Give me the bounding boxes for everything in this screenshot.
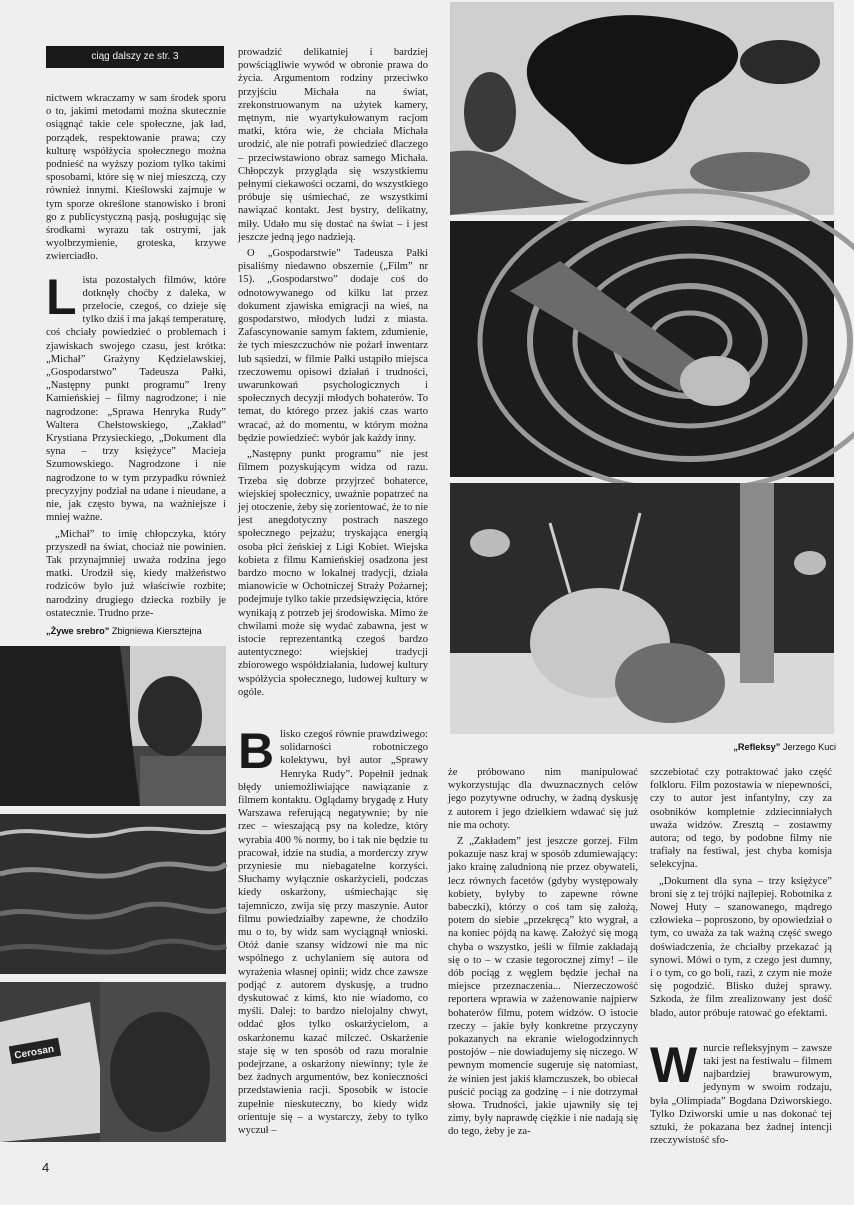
column4-paragraph-3 [650,1036,832,1148]
column1-paragraph-3: „Michał” to imię chłopczyka, który przyszedł na świat, chociaż nie powinien. Tak przynajmniej uważa rodzina jego matki. Urodził się, kiedy małżeństwo rodziców było już właściwie rozbite; narodziny drugiego dziecka rozbiły je ostatecznie. Trudno prze- [46,528,226,619]
article-column-1 [46,92,226,619]
caption-zywe-srebro [46,626,236,636]
caption-right-author: Jerzego Kuci [782,742,836,752]
column1-paragraph-2 [46,268,226,525]
photo-zywe-srebro-water [0,814,226,974]
column1-paragraph-2-text: ista pozostałych filmów, które dotknęły choćby z daleka, w przelocie, czegoś, co dzieje się tylko dziś i ma jakąś temperaturę, coś chciały powiedzieć o problemach i zjawiskach swojego czasu, jest krótka: „Michał” Grażyny Kędzielawskiej, „Gospodarstwo” Tadeusza Pałki, „Następny punkt programu” Ireny Kamieńskiej – filmy nagrodzone; i nie nagrodzone: „Sprawa Henryka Rudy” Waltera Chełstowskiego, „Zakład” Krystiana Przysieckiego, „Dokument dla syna – trzy księżyce” Macieja Szumowskiego. Nagrodzone i nie nagrodzone to w tym przypadku również precyzyjny podział na udane i nieudane, a nie, jak często bywa, na ważniejsze i mniej ważne. [46,274,226,524]
column3-paragraph-2: Z „Zakładem” jest jeszcze gorzej. Film pokazuje nasz kraj w sposób zdumiewający: jako krainę zaludnioną nie przez obywateli, lecz równych facetów (gdyby występowały kobiety, byłyby to zapewne równe babeczki), którzy o coś tam się założą, potem do siebie „przekręcą” kto wygrał, a na koniec pójdą na kawę. Założyć się mogą chyba o wszystko, jeśli w filmie zakładają się o to – w czasie tegorocznej zimy! – ile dób pociąg z węglem będzie jechał na miejsce przeznaczenia... Nierzeczowość reportera wprawia w zażenowanie najpierw bohaterów filmu, potem widzów. O istocie rzeczy – jakie były konkretne przyczyny pokazanych na ekranie wielogodzinnych postojów – nie dowiadujemy się niczego. W pewnym momencie sugeruje się natomiast, że winien jest jakiś kłamczuszek, bo obiecał puścić pociąg za godzinę – i nie dotrzymał słowa. Trudności, jakie ujawniły się tej zimy, były naprawdę ciężkie i nie nadają się do tego, żeby je za- [448,836,638,1138]
column2-paragraph-2: O „Gospodarstwie” Tadeusza Pałki pisaliśmy niedawno obszernie („Film” nr 15). „Gospodarstwo” dodaje coś do odnotowywanego od kilku lat przez dokument zjawiska emigracji na wieś, na gospodarstwo, młodych ludzi z miasta. Zafascynowanie samym faktem, zdumienie, że tych mieszczuchów nie pożarł inwentarz lub sąsiedzi, w filmie Pałki ustąpiło miejsca rzeczowemu opisowi działań i trudności, uwarunkowań psychologicznych i społecznych decyzji młodych bohaterów. To temat, do którego przez jakiś czas warto wracać, aż do momentu, w którym można będzie powiedzieć: wybór jak każdy inny. [238,248,428,444]
article-column-2 [238,46,428,718]
drop-cap-w: W [650,1036,698,1093]
article-column-3 [448,766,638,1150]
page-number: 4 [42,1160,50,1175]
article-column-4 [650,766,832,1150]
caption-left-author: Zbigniewa Kiersztejna [111,626,202,636]
column4-paragraph-1: szczebiotać czy potraktować jako część folkloru. Film pozostawia w niepewności, czy to autor jest infantylny, czy za osobników kompletnie zdziecinniałych uważa widzów. Zresztą – zostawmy autora; od tego, by podobne filmy nie trafiały na festiwal, jest chyba komisja selekcyjna. [650,767,832,871]
caption-right-title: „Refleksy” [733,742,781,752]
caption-refleksy [726,742,836,752]
article-column-2b [238,723,428,1150]
column2b-paragraph-1 [238,723,428,1137]
column4-paragraph-2: „Dokument dla syna – trzy księżyce” broni się z tej trójki najlepiej. Robotnika z Nowej Huty – szanowanego, mądrego człowieka – poproszono, by opowiedział o tym, co uważa za tak ważną część swego doświadczenia, że chciałby przekazać ją synowi. Mówi o tym, z czego jest dumny, i o tym, co go boli, razi, z czym nie może się pogodzić. Blisko dużej sprawy. Szkoda, że film zrealizowany jest dość blado, autor próbuje ratować go efektami. [650,875,832,1019]
photo-refleksy-ink-blot [450,2,834,215]
drop-cap-l: L [46,268,77,325]
photo-zywe-srebro-cereal [0,982,226,1142]
photo-zywe-srebro-figure [0,646,226,806]
column1-paragraph-1: nictwem wkraczamy w sam środek sporu o to, jakimi metodami można skutecznie osiągnąć takie cele społeczne, jak ład, porządek, respektowanie prawa; czy kulturę współżycia społecznego można podnieść na wyższy poziom tylko takimi sposobami, które się w niej mieszczą, czy również innymi. Kieślowski zajmuje w tym sporze określone stanowisko i broni go z publicystyczną pasją, posługując się środkami wyrazu tak ostrymi, jak wyolbrzymienie, groteska, krzywe zwierciadło. [46,93,226,263]
photo-refleksy-insect [450,483,834,734]
column2-paragraph-1: prowadzić delikatniej i bardziej powściągliwie wywód w obronie prawa do życia. Argumentom rodziny przeciwko przyjściu Michała na świat, zrekonstruowanym na użytek kamery, mętnym, nie wyartykułowanym racjom matki, która wie, że chciała Michała urodzić, ale nie potrafi powiedzieć dlaczego – przeciwstawiono obraz samego Michała. Chłopczyk przygląda się wszystkiemu pełnymi ciekawości oczami, do wszystkiego próbuje się uśmiechać, ze wszystkimi nawiązać kontakt. Jest bystry, delikatny, miły. Udało mu się dostać na świat – i jest jeszcze jedną jego nadzieją. [238,47,428,243]
column2-paragraph-3: „Następny punkt programu” nie jest filmem pozyskującym widza od razu. Trzeba się dobrze przyjrzeć bohaterce, wiejskiej społecznicy, uważnie popatrzeć na jej otoczenie, żeby się zorientować, że to nie jest anegdotyczny postrach naszego społecznego pejzażu; tryskająca energią osoba płci żeńskiej z Ligi Kobiet. Wiejska kobieta z filmu Kamieńskiej osadzona jest bardzo mocno w lokalnej tradycji, działa mianowicie w Ochotniczej Straży Pożarnej; podejmuje tylko takie przedsięwzięcia, które wynikają z potrzeb jej środowiska. Mimo że chwilami może się wydać zabawna, jest w istocie reprezentantką czegoś bardzo autentycznego: wiejskiej tradycji zbiorowego współdziałania, ludowej kultury współżycia społecznego, ludowej kultury w ogóle. [238,449,428,698]
caption-left-title: „Żywe srebro” [46,626,110,636]
photo-refleksy-spiral [450,221,834,477]
continuation-banner: ciąg dalszy ze str. 3 [46,46,224,68]
column3-paragraph-1: że próbowano nim manipulować wykorzystując dla dwuznacznych celów jego pozytywne odruchy, w żadną dyskusję z autorem i jego dzielkiem wdawać się już nie ma ochoty. [448,767,638,831]
column4-paragraph-3-text: nurcie refleksyjnym – zawsze taki jest na festiwalu – filmem najbardziej brawurowym, jedynym w swoim rodzaju, była „Olimpiada” Bogdana Dziworskiego. Tylko Dziworski umie u nas dokonać tej sztuki, że pokazana bez żadnej intencji rzeczywistość sfo- [650,1042,832,1147]
column2b-paragraph-1-text: lisko czegoś równie prawdziwego: solidarności robotniczego kolektywu, był autor „Sprawy Henryka Rudy”. Popełnił jednak błędy uniemożliwiające nawiązanie z filmem kontaktu. Oglądamy brygadę z Huty Warszawa referującą negatywnie; by nie rzec – wieszającą psy na koledze, który wyrabia 400 % normy, bo i tak nie będzie tu pracował, idzie na studia, a morderczy zryw przyniesie mu niebagatelne korzyści. Słuchamy wyłącznie oskarżycieli, podczas kiedy oskarżony, uśmiechając się tajemniczo, zwija się przy maszynie. Autor filmu powiedziałby zapewne, że chodziło mu o to, by widz sam wyciągnął wnioski. Otóż danie szansy widzowi nie ma nic wspólnego z uchylaniem się autora od wyrażenia własnej opinii; widz chce zawsze podjąć z autorem dyskusję, a trudno dyskutować z kimś, kto nie wiadomo, co myśli. Dalej: to bardzo nielojalny chwyt, oddać głos tylko oskarżycielom, a oskarżonemu kazać milczeć. Oskarżenie staje się w ten sposób od razu moralnie podejrzane, a oskarżony niewinny; tyle że bez żadnych argumentów, bez konieczności przedstawienia racji. Sposobik w istocie zupełnie nieskuteczny, bo kiedy widz orientuje się – a wystarczy, żeby to tylko wyczuł – [238,729,428,1137]
drop-cap-b: B [238,723,275,779]
cereal-box-label: Cerosan [13,1043,55,1062]
